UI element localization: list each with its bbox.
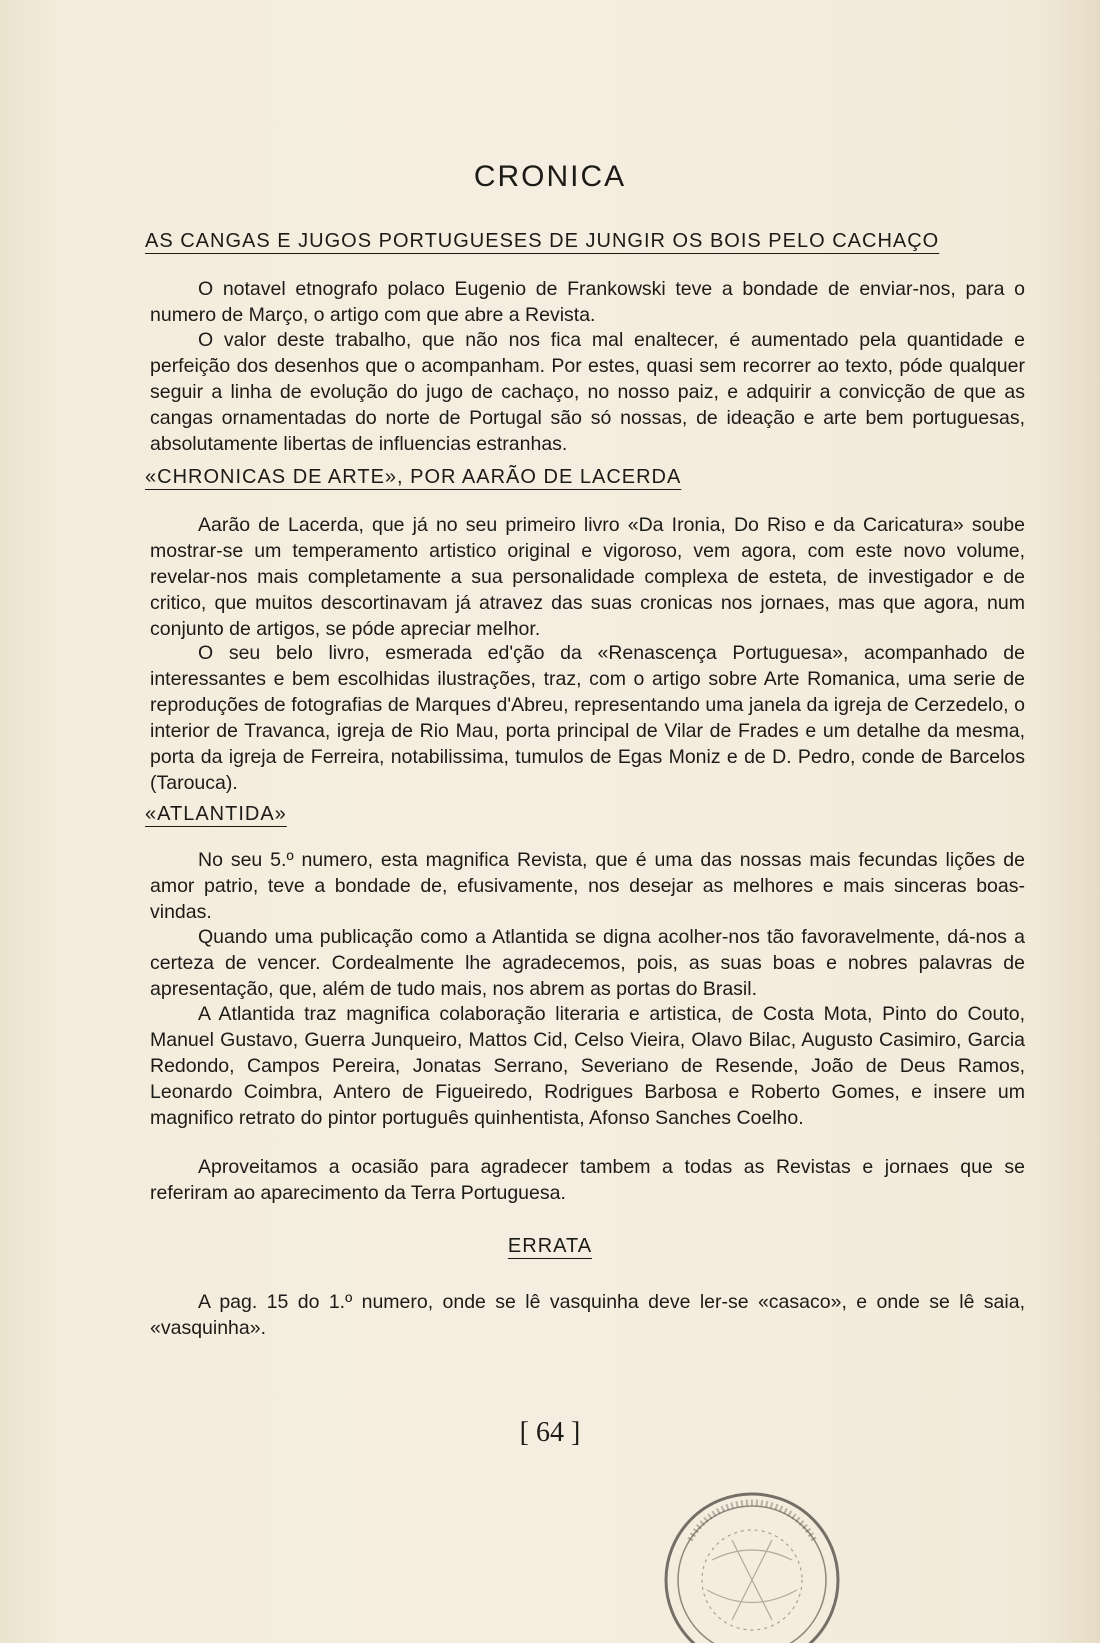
page-number: [ 64 ] [519,1417,581,1448]
section-heading-cangas: AS CANGAS E JUGOS PORTUGUESES DE JUNGIR OS BOIS PELO CACHAÇO [145,230,940,252]
stamp-seal-icon [652,1480,852,1643]
library-stamp [652,1480,852,1643]
paragraph: O seu belo livro, esmerada ed'ção da «Renascença Portuguesa», acompanhado de interessantes e bem escolhidas ilustrações, traz, com o artigo sobre Arte Romanica, uma serie de reproduções de fotografias de Marques d'Abreu, representando uma janela da igreja de Cerzedelo, o interior de Travanca, igreja de Rio Mau, porta principal de Vilar de Frades e um detalhe da mesma, porta da igreja de Ferreira, notabilissima, tumulos de Egas Moniz e de D. Pedro, conde de Barcelos (Tarouca). [150,642,1025,794]
section-heading-errata: ERRATA [507,1235,593,1257]
paragraph: O notavel etnografo polaco Eugenio de Frankowski teve a bondade de enviar-nos, para o numero de Março, o artigo com que abre a Revista. [150,278,1025,326]
paragraph: O valor deste trabalho, que não nos fica mal enaltecer, é aumentado pela quantidade e perfeição dos desenhos que o acompanham. Por estes, quasi sem recorrer ao texto, póde qualquer seguir a linha de evolução do jugo de cachaço, no nosso paiz, e adquirir a convicção de que as cangas ornamentadas do norte de Portugal são só nossas, de ideação e arte bem portuguesas, absolutamente libertas de influencias estranhas. [150,329,1025,455]
paragraph: A Atlantida traz magnifica colaboração literaria e artistica, de Costa Mota, Pinto do Couto, Manuel Gustavo, Guerra Junqueiro, Mattos Cid, Celso Vieira, Olavo Bilac, Augusto Casimiro, Garcia Redondo, Campos Pereira, Jonatas Serrano, Severiano de Resende, João de Deus Ramos, Leonardo Coimbra, Antero de Figueiredo, Rodrigues Barbosa e Roberto Gomes, e insere um magnifico retrato do pintor português quinhentista, Afonso Sanches Coelho. [150,1003,1025,1129]
paragraph: A pag. 15 do 1.º numero, onde se lê vasquinha deve ler-se «casaco», e onde se lê saia, «vasquinha». [150,1291,1025,1339]
paragraph: Quando uma publicação como a Atlantida se digna acolher-nos tão favoravelmente, dá-nos a certeza de vencer. Cordealmente lhe agradecemos, pois, as suas boas e nobres palavras de apresentação, que, além de tudo mais, nos abrem as portas do Brasil. [150,926,1025,1000]
section-heading-chronicas: «CHRONICAS DE ARTE», POR AARÃO DE LACERDA [145,466,682,488]
section-heading-atlantida: «ATLANTIDA» [145,803,287,825]
paragraph: Aproveitamos a ocasião para agradecer tambem a todas as Revistas e jornaes que se referiram ao aparecimento da Terra Portuguesa. [150,1156,1025,1204]
paragraph: Aarão de Lacerda, que já no seu primeiro livro «Da Ironia, Do Riso e da Caricatura» soube mostrar-se um temperamento artistico original e vigoroso, vem agora, com este novo volume, revelar-nos mais completamente a sua personalidade complexa de esteta, de investigador e de critico, que muitos descortinavam já atravez das suas cronicas nos jornaes, mas que agora, num conjunto de artigos, se póde apreciar melhor. [150,514,1025,640]
page-title: CRONICA [473,160,627,193]
paragraph: No seu 5.º numero, esta magnifica Revista, que é uma das nossas mais fecundas lições de amor patrio, teve a bondade de, efusivamente, nos desejar as melhores e mais sinceras boas-vindas. [150,849,1025,923]
